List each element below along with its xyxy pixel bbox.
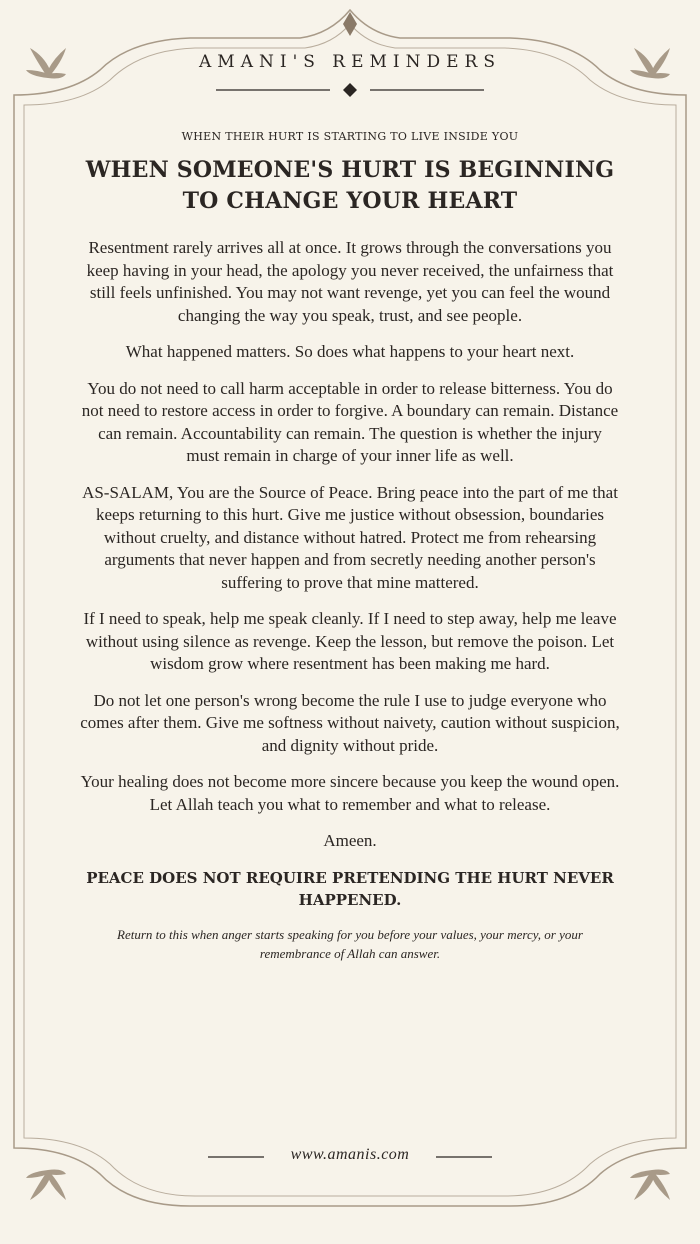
brand-diamond-icon	[343, 83, 357, 97]
paragraph-5: If I need to speak, help me speak cleanly. If I need to step away, help me leave without using silence as revenge. Keep the lesson, but remove the poison. Let wisdom grow where resentment has been making me hard.	[83, 609, 617, 673]
paragraph-6: Do not let one person's wrong become the rule I use to judge everyone who comes after them. Give me softness without naivety, caution without suspicion, and dignity without pride.	[80, 690, 620, 755]
footer-website-link[interactable]: www.amanis.com	[290, 1146, 410, 1163]
closing-note: Return to this when anger starts speaking for you before your values, your mercy, or your remembrance of Allah can answer.	[117, 926, 583, 961]
paragraph-4: AS-SALAM, You are the Source of Peace. Bring peace into the part of me that keeps returning to this hurt. Give me justice without obsession, boundaries without cruelty, and distance without hatred. Protect me from rehearsing arguments that never happen and from secretly needing another person's suffering to prove that mine mattered.	[82, 482, 618, 592]
paragraph-2: What happened matters. So does what happens to your heart next.	[125, 342, 575, 361]
paragraph-7: Your healing does not become more sincere because you keep the wound open. Let Allah teach you what to remember and what to release.	[80, 772, 620, 814]
main-content	[80, 130, 620, 963]
fleur-icon-bottom-left	[26, 1170, 66, 1201]
paragraph-1: Resentment rarely arrives all at once. It grows through the conversations you keep having in your head, the apology you never received, the unfairness that still feels unfinished. You may not want revenge, yet you can feel the wound changing the way you speak, trust, and see people.	[86, 238, 614, 325]
paragraph-ameen: Ameen.	[323, 831, 377, 850]
fleur-icon-bottom-right	[630, 1170, 670, 1201]
eyebrow-subtitle: WHEN THEIR HURT IS STARTING TO LIVE INSIDE YOU	[181, 130, 519, 143]
page-title: WHEN SOMEONE'S HURT IS BEGINNING TO CHANGE YOUR HEART	[85, 157, 615, 214]
brand-title: AMANI'S REMINDERS	[199, 52, 501, 72]
closing-statement: PEACE DOES NOT REQUIRE PRETENDING THE HURT NEVER HAPPENED.	[86, 868, 614, 909]
paragraph-3: You do not need to call harm acceptable in order to release bitterness. You do not need to restore access in order to forgive. A boundary can remain. Distance can remain. Accountability can remain. The question is whether the injury must remain in charge of your inner life as well.	[81, 378, 619, 465]
